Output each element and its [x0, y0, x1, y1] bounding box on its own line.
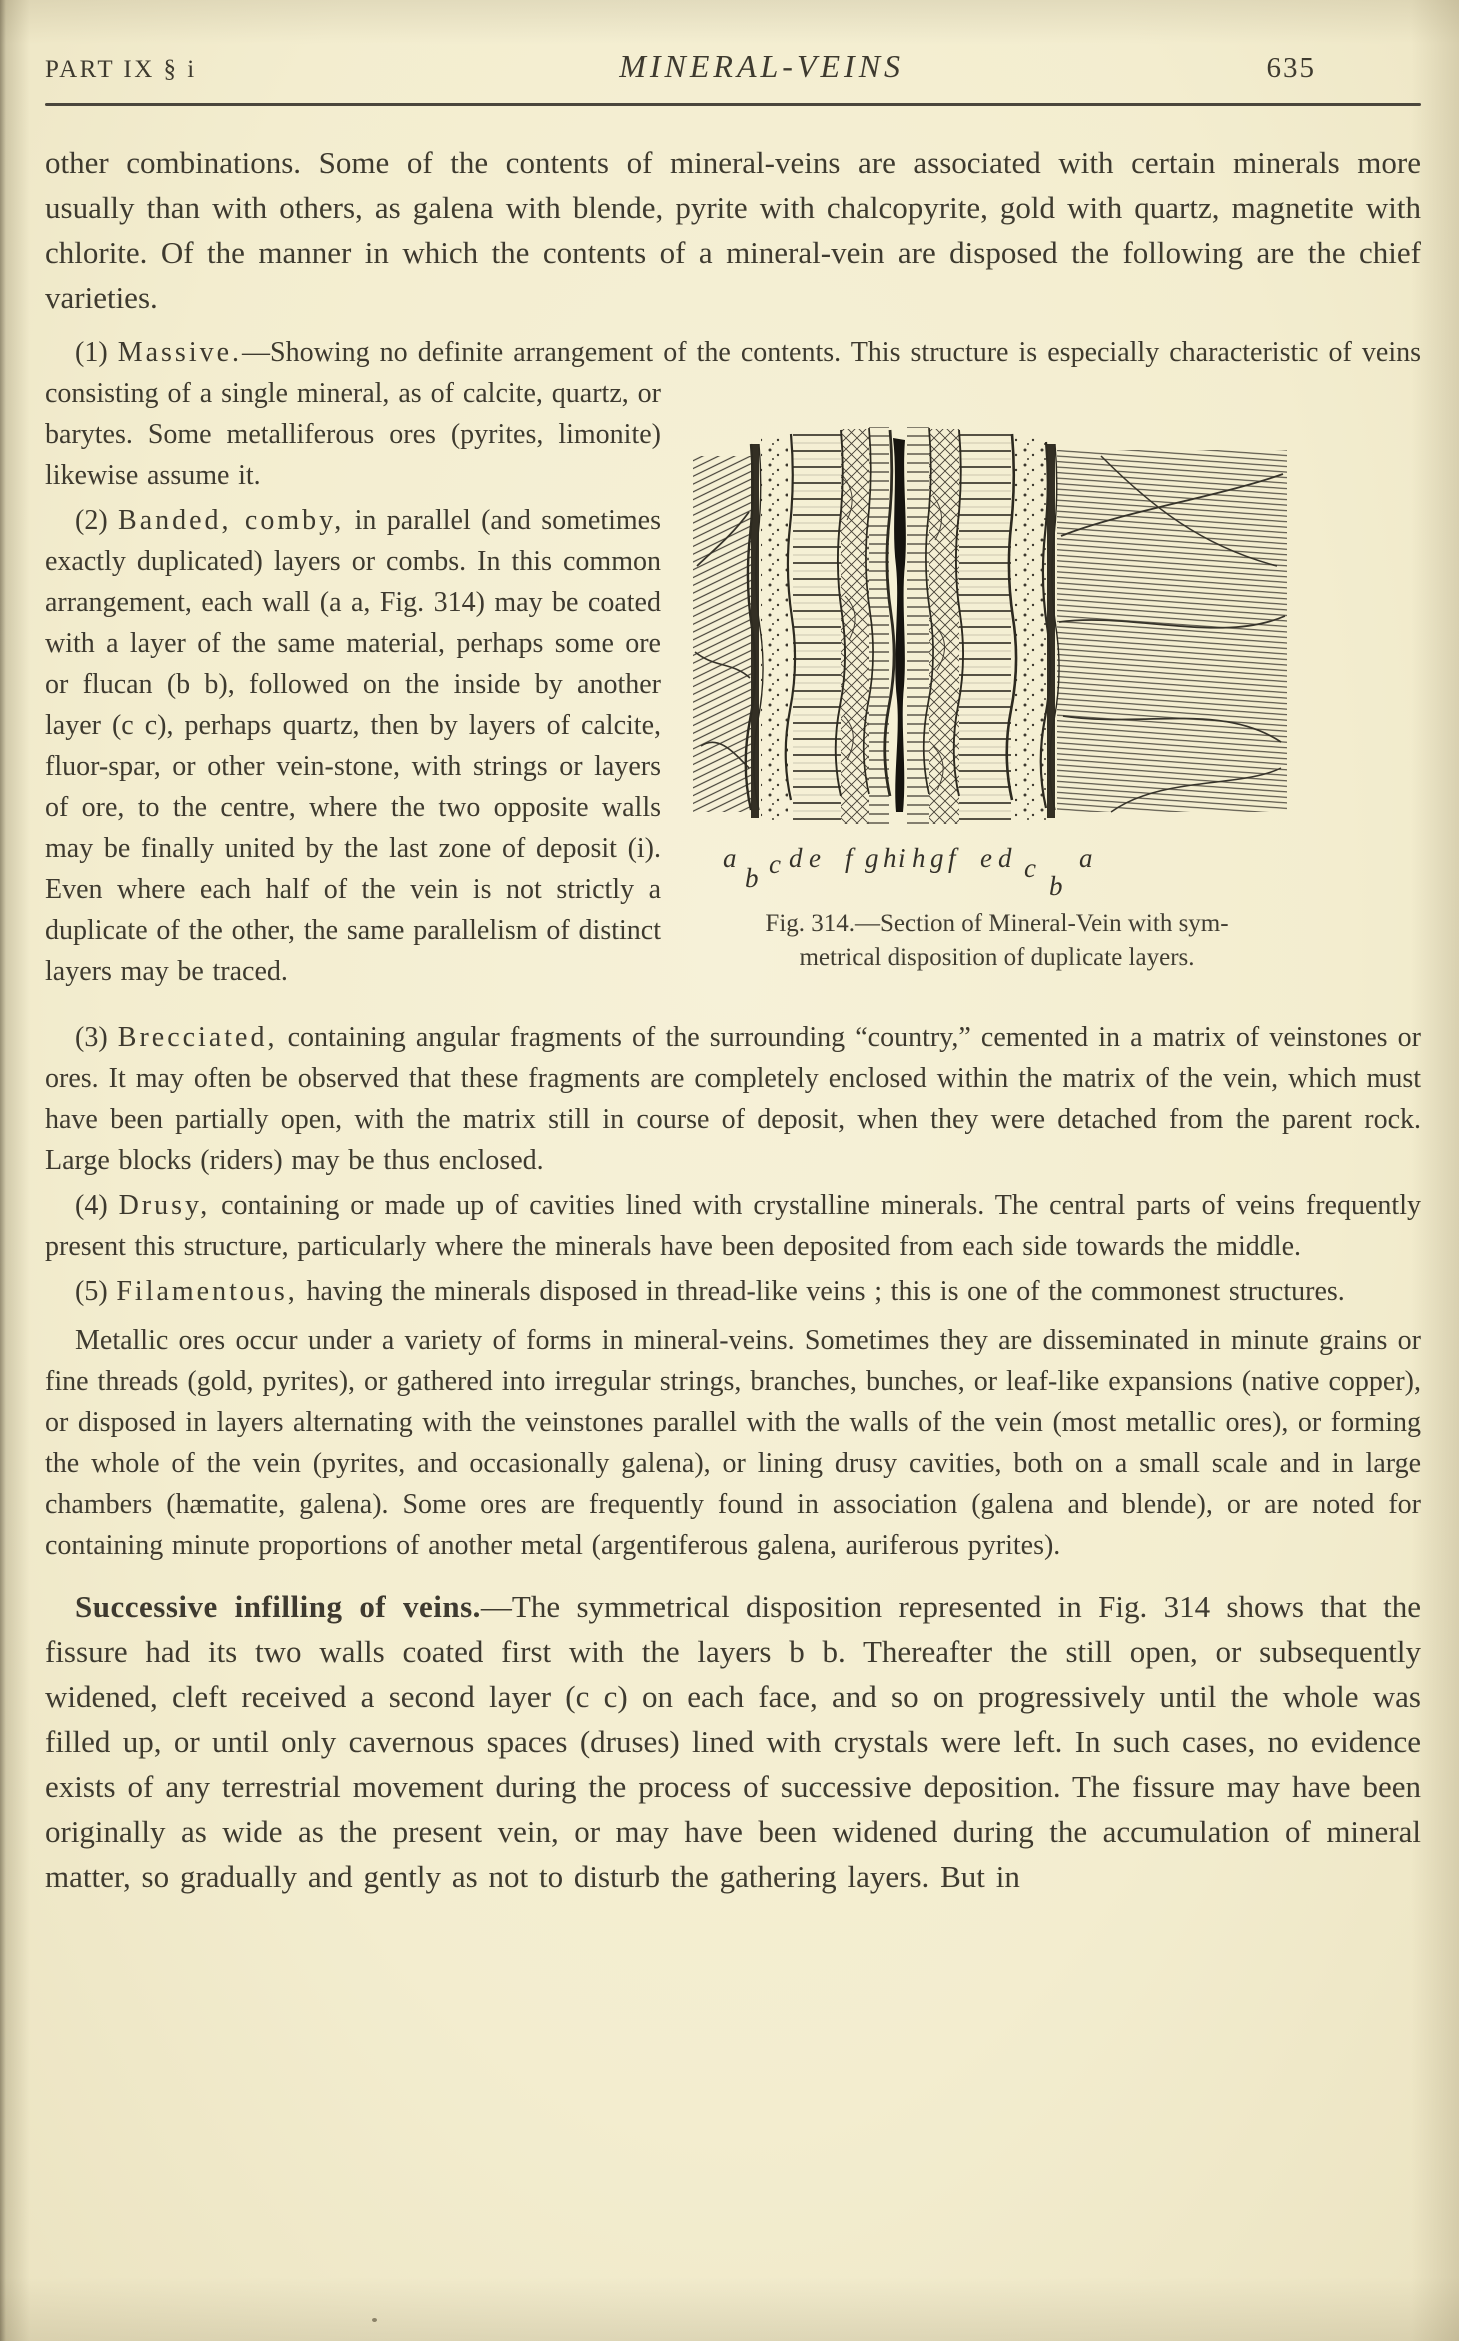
figure-label-f: f	[845, 843, 853, 873]
figure-label-i: i	[898, 843, 906, 873]
paragraph-lead: Brecciated,	[117, 1022, 278, 1053]
figure-label-e2: e	[980, 843, 992, 873]
figure-caption	[687, 907, 1307, 975]
paragraph-drusy	[45, 1185, 1421, 1267]
paragraph-lead: Drusy,	[118, 1190, 211, 1221]
figure-caption-line2: metrical disposition of duplicate layers.	[799, 944, 1195, 971]
running-header	[45, 48, 1421, 85]
paragraph-text: containing or made up of cavities lined with crystalline minerals. The central parts of veins frequently present this structure, particularly where the minerals have been deposited from each side towards the middle.	[45, 1190, 1421, 1262]
figure-label-a2: a	[1079, 843, 1093, 873]
paragraph-text: having the minerals disposed in thread-like veins ; this is one of the commonest structures.	[297, 1276, 1345, 1307]
figure-label-b2: b	[1049, 871, 1063, 901]
figure-label-g2: g	[930, 843, 944, 873]
paragraph-lead: Filamentous,	[116, 1276, 298, 1307]
paragraph-lead: Banded, comby,	[118, 505, 345, 536]
figure-label-h2: h	[912, 843, 926, 873]
figure-label-e: e	[809, 843, 821, 873]
paragraph-text: —Showing no definite arrangement of the contents. This structure is especially characteristic of veins consisting of a single mineral, as of calcite, quartz, or barytes. Some metalliferous ores (pyrites, limonite) likewise assume it.	[45, 337, 1421, 491]
paragraph-metallic-ores	[45, 1320, 1421, 1566]
figure-caption-line1: Fig. 314.—Section of Mineral-Vein with sym-	[765, 910, 1229, 937]
paragraph-successive-infilling	[45, 1584, 1421, 1899]
page-number: 635	[1266, 52, 1316, 84]
paragraph-text: —The symmetrical disposition represented in Fig. 314 shows that the fissure had its two walls coated first with the layers b b. Thereafter the still open, or subsequently widened, cleft received a second layer (c c) on each face, and so on progressively until the whole was filled up, or until only cavernous spaces (druses) lined with crystals were left. In such cases, no evidence exists of any terrestrial movement during the process of successive deposition. The fissure may have been originally as wide as the present vein, or may have been widened during the accumulation of mineral matter, so gradually and gently as not to disturb the gathering layers. But in	[45, 1589, 1421, 1894]
figure-label-g: g	[865, 843, 879, 873]
paragraph-text: containing angular fragments of the surrounding “country,” cemented in a matrix of veinstones or ores. It may often be observed that these fragments are completely enclosed within the matrix of the vein, which must have been partially open, with the matrix still in course of deposit, when they were detached from the parent rock. Large blocks (riders) may be thus enclosed.	[45, 1022, 1421, 1176]
part-heading: PART IX § i	[45, 56, 197, 83]
paragraph-number: (2)	[75, 505, 119, 536]
scan-speck	[372, 2318, 377, 2322]
figure-label-d: d	[789, 843, 803, 873]
figure-label-d2: d	[998, 843, 1012, 873]
header-rule-divider	[45, 103, 1421, 106]
paragraph-text: other combinations. Some of the contents of mineral-veins are associated with certain minerals more usually than with others, as galena with blende, pyrite with chalcopyrite, gold with quartz, magnetite with chlorite. Of the manner in which the contents of a mineral-vein are disposed the following are the chief varieties.	[45, 145, 1421, 315]
figure-label-a: a	[723, 843, 737, 873]
paragraph-number: (1)	[75, 337, 118, 368]
figure-314	[681, 412, 1421, 1017]
paragraph-text: Metallic ores occur under a variety of forms in mineral-veins. Sometimes they are disseminated in minute grains or fine threads (gold, pyrites), or gathered into irregular strings, branches, bunches, or leaf-like expansions (native copper), or disposed in layers alternating with the veinstones parallel with the walls of the vein (most metallic ores), or forming the whole of the vein (pyrites, and occasionally galena), or lining drusy cavities, both on a small scale and in large chambers (hæmatite, galena). Some ores are frequently found in association (galena and blende), or are noted for containing minute proportions of another metal (argentiferous galena, auriferous pyrites).	[45, 1325, 1421, 1561]
figure-label-c2: c	[1024, 853, 1036, 883]
paragraph-text: in parallel (and sometimes exactly duplicated) layers or combs. In this common arrangement, each wall (a a, Fig. 314) may be coated with a layer of the same material, perhaps some ore or flucan (b b), followed on the inside by another layer (c c), perhaps quartz, then by layers of calcite, fluor-spar, or other vein-stone, with strings or layers of ore, to the centre, where the two opposite walls may be finally united by the last zone of deposit (i). Even where each half of the vein is not strictly a duplicate of the other, the same parallelism of distinct layers may be traced.	[45, 505, 661, 987]
page-content	[45, 48, 1421, 1899]
figure-label-f2: f	[948, 843, 956, 873]
vein-section-engraving	[681, 416, 1301, 836]
paragraph-number: (3)	[75, 1022, 118, 1053]
section-heading: Successive infilling of veins.	[75, 1589, 481, 1624]
paragraph-intro	[45, 140, 1421, 320]
paragraph-filamentous	[45, 1271, 1421, 1312]
paragraph-number: (4)	[75, 1190, 119, 1221]
paragraph-lead: Massive.	[117, 337, 243, 368]
figure-label-c: c	[769, 849, 781, 879]
figure-label-h: h	[883, 843, 897, 873]
paragraph-number: (5)	[75, 1276, 117, 1307]
paragraph-brecciated	[45, 1017, 1421, 1181]
page-title: MINERAL-VEINS	[619, 48, 905, 84]
figure-labels	[687, 841, 1421, 901]
figure-label-b: b	[745, 863, 759, 893]
